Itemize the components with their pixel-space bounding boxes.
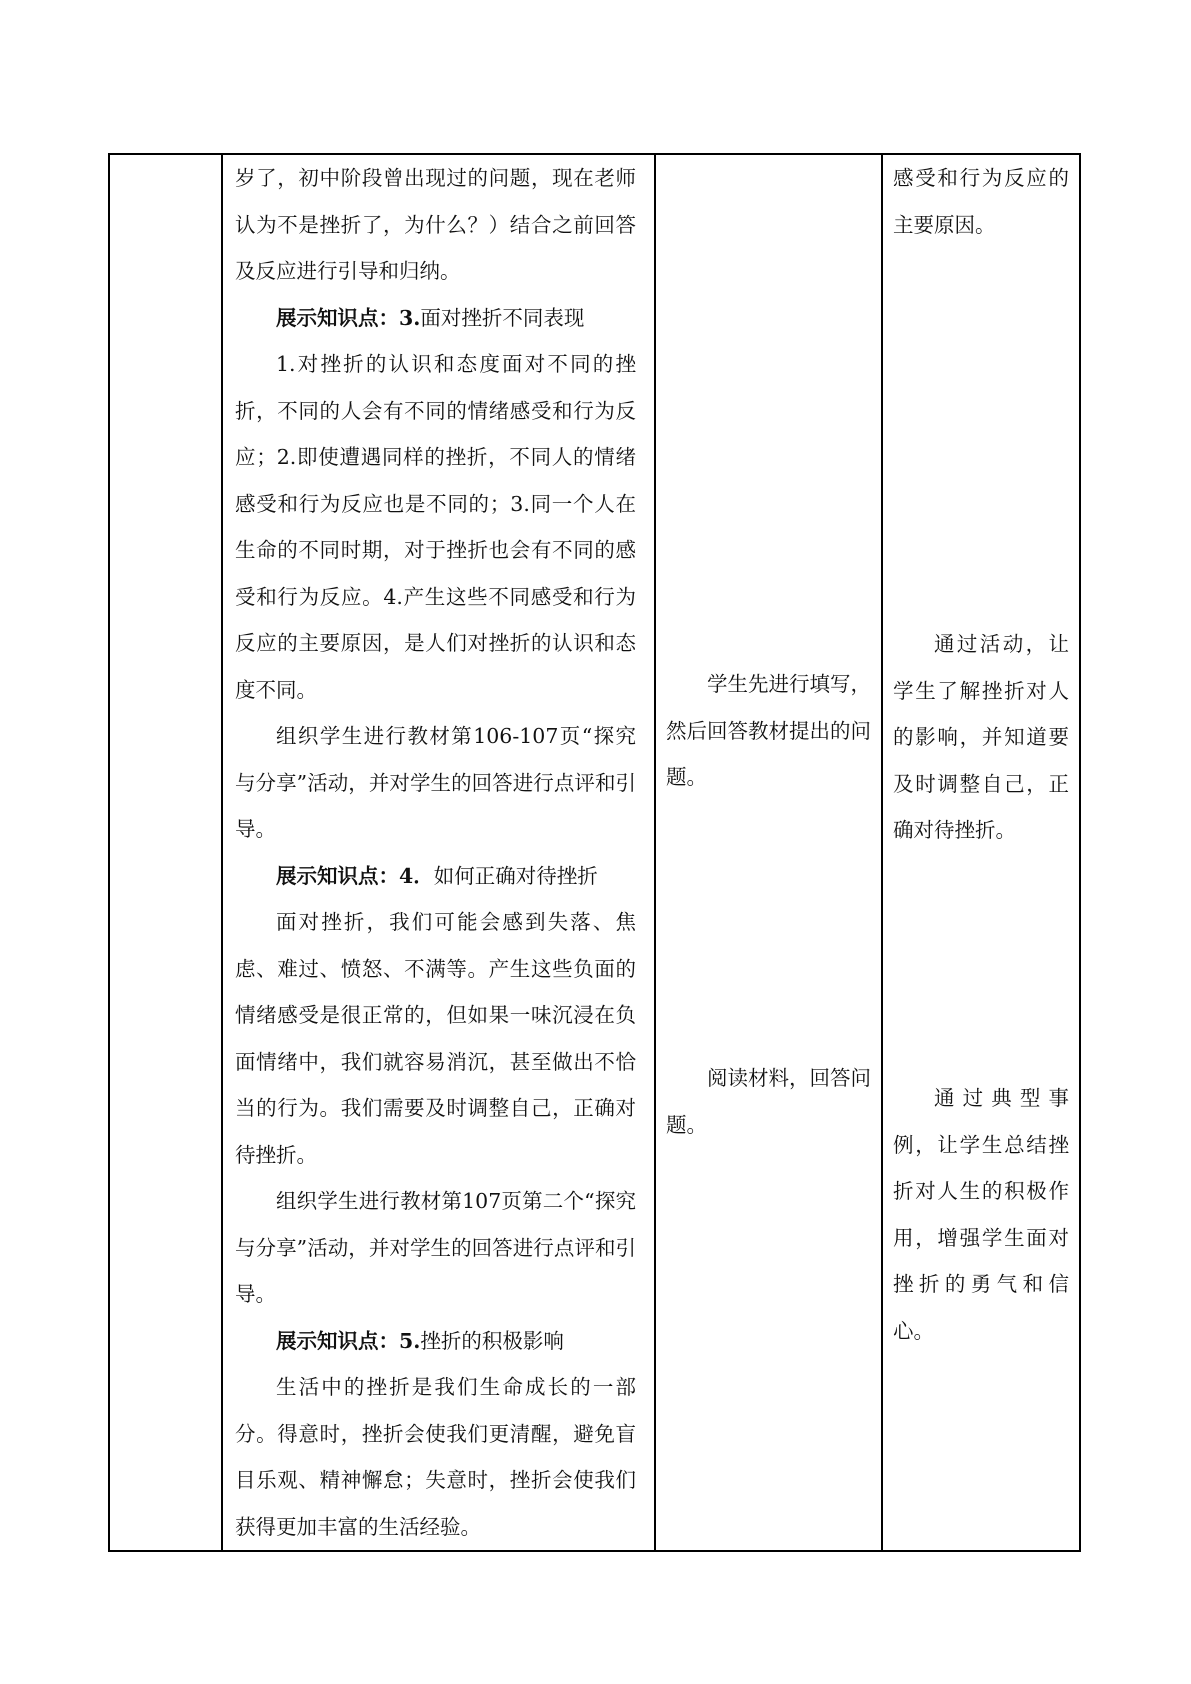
knowledge-point-title: 如何正确对待挫折 (433, 863, 598, 888)
design-intent-container (883, 155, 1079, 1550)
continuation-paragraph: 岁了，初中阶段曾出现过的问题，现在老师认为不是挫折了，为什么？）结合之前回答及反应进行引导和归纳。 (235, 166, 636, 283)
design-intent-text: 通过活动，让学生了解挫折对人的影响，并知道要及时调整自己，正确对待挫折。 (893, 632, 1069, 842)
body-paragraph: 1.对挫折的认识和态度面对不同的挫折，不同的人会有不同的情绪感受和行为反应；2.即使遭遇同样的挫折，不同人的情绪感受和行为反应也是不同的；3.同一个人在生命的不同时期，对于挫折也会有不同的感受和行为反应。4.产生这些不同感受和行为反应的主要原因，是人们对挫折的认识和态度不同。 (235, 352, 636, 702)
student-activity-container (656, 155, 881, 1550)
activity-paragraph: 组织学生进行教材第106-107页“探究与分享”活动，并对学生的回答进行点评和引导。 (235, 724, 636, 841)
table-row (109, 154, 1080, 1551)
body-paragraph: 生活中的挫折是我们生命成长的一部分。得意时，挫折会使我们更清醒，避免盲目乐观、精神懈怠；失意时，挫折会使我们获得更加丰富的生活经验。 (235, 1375, 636, 1539)
design-intent-block (893, 621, 1069, 854)
lesson-plan-table (108, 153, 1081, 1552)
activity-paragraph: 组织学生进行教材第107页第二个“探究与分享”活动，并对学生的回答进行点评和引导。 (235, 1189, 636, 1306)
knowledge-point-heading (235, 1318, 636, 1365)
student-activity-text: 学生先进行填写，然后回答教材提出的问题。 (666, 672, 871, 789)
student-activity-text: 阅读材料，回答问题。 (666, 1066, 871, 1137)
knowledge-point-heading (235, 853, 636, 900)
design-intent-cell (882, 154, 1080, 1551)
student-activity-cell (655, 154, 882, 1551)
knowledge-point-label: 展示知识点：3. (276, 305, 421, 330)
teaching-process-cell (222, 154, 655, 1551)
body-paragraph: 面对挫折，我们可能会感到失落、焦虑、难过、愤怒、不满等。产生这些负面的情绪感受是很正常的，但如果一味沉浸在负面情绪中，我们就容易消沉，甚至做出不恰当的行为。我们需要及时调整自己，正确对待挫折。 (235, 910, 636, 1167)
student-activity-block (666, 661, 871, 801)
design-intent-text: 通过典型事例，让学生总结挫折对人生的积极作用，增强学生面对挫折的勇气和信心。 (893, 1086, 1069, 1343)
section-cell (109, 154, 222, 1551)
knowledge-point-label: 展示知识点：5. (276, 1328, 421, 1353)
student-activity-block (666, 1055, 871, 1148)
knowledge-point-heading (235, 295, 636, 342)
knowledge-point-title: 面对挫折不同表现 (420, 305, 585, 330)
design-intent-block (893, 1075, 1069, 1354)
knowledge-point-label: 展示知识点：4． (276, 863, 434, 888)
knowledge-point-title: 挫折的积极影响 (420, 1328, 564, 1353)
design-intent-text: 感受和行为反应的主要原因。 (893, 166, 1069, 237)
design-intent-block (893, 155, 1069, 248)
